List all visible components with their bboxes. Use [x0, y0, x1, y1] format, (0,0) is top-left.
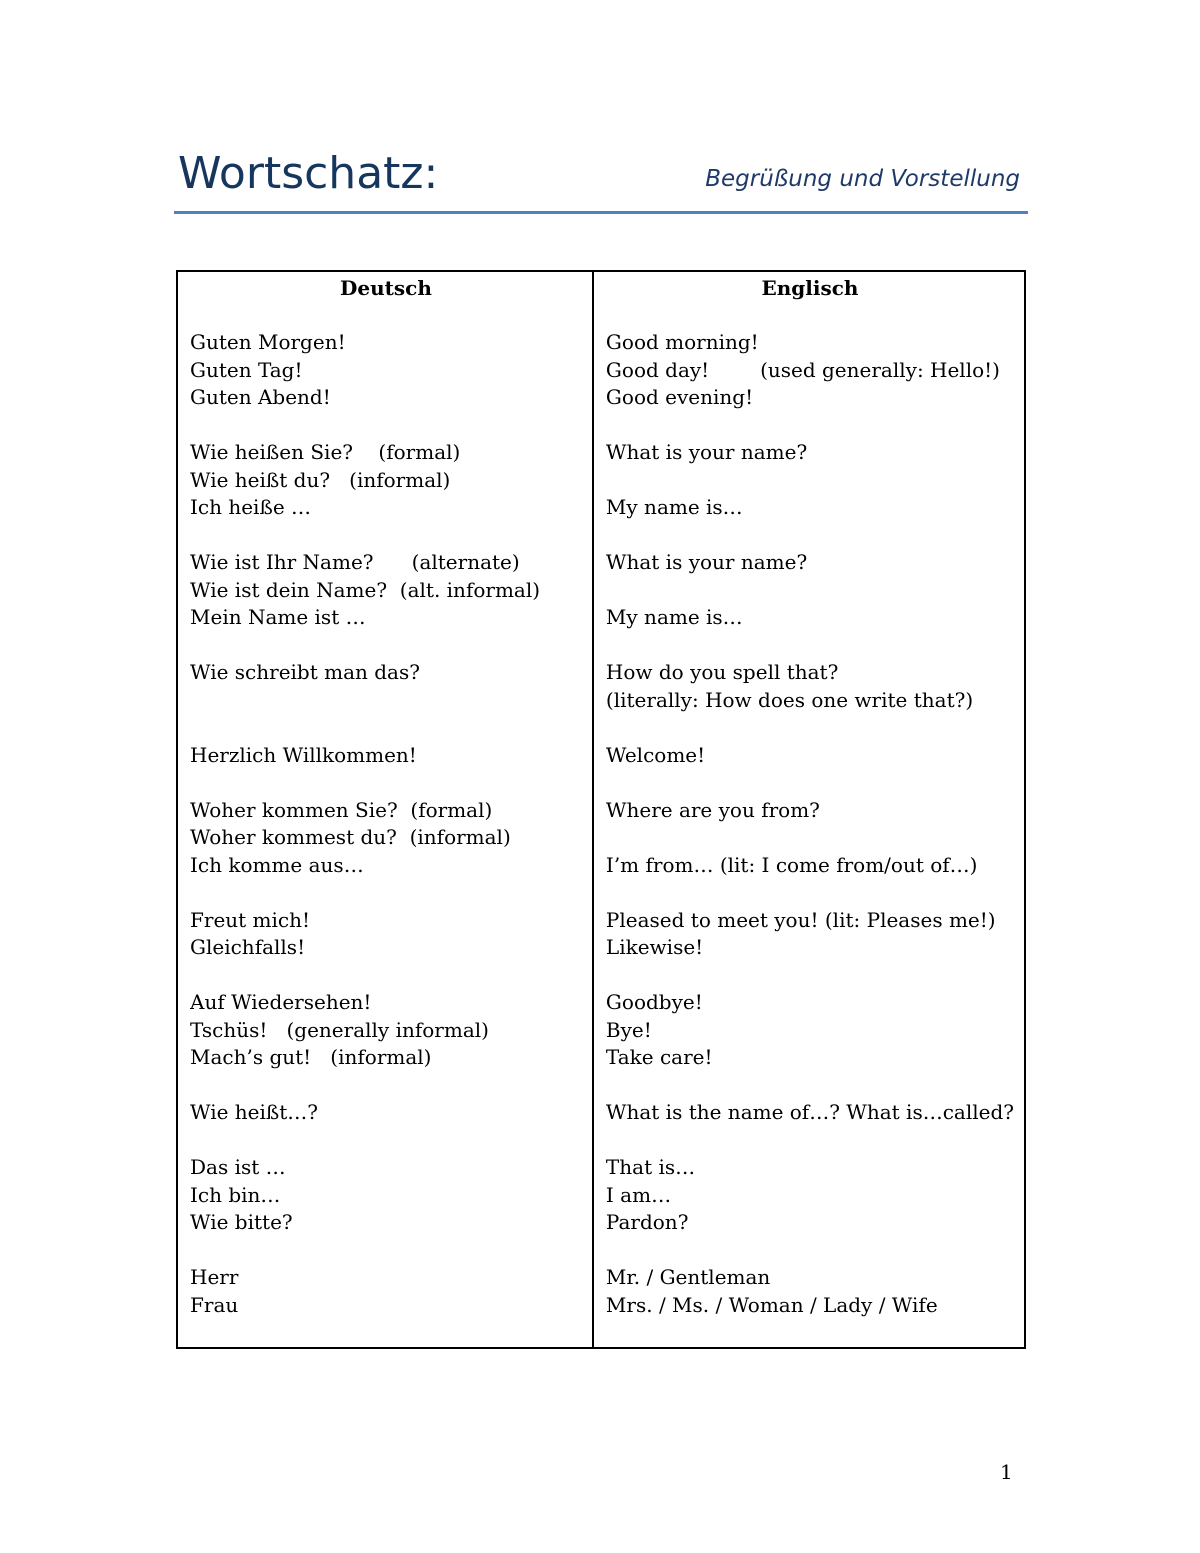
deutsch-entry-group: [190, 1154, 582, 1237]
englisch-entry-group: [606, 907, 1014, 962]
deutsch-entry-line: Wie ist dein Name? (alt. informal): [190, 577, 541, 602]
vocabulary-table: [176, 270, 1026, 1349]
englisch-entry-group: [606, 439, 1014, 522]
deutsch-entry-group: [190, 797, 582, 880]
page-header: [174, 140, 1028, 210]
englisch-entry-group: [606, 1154, 1014, 1237]
deutsch-entries: [190, 329, 582, 1319]
deutsch-entry-group: [190, 742, 582, 770]
column-heading-englisch: Englisch: [761, 276, 859, 300]
englisch-entry-line: What is the name of…? What is…called?: [605, 1100, 1014, 1124]
deutsch-entry-line: Woher kommen Sie? (formal): [190, 797, 493, 822]
englisch-entry-line: [606, 577, 1014, 605]
englisch-entry-line: Bye!: [605, 1017, 652, 1042]
deutsch-entry-line: Wie ist Ihr Name? (alternate): [190, 550, 520, 574]
page-title: Wortschatz:: [178, 148, 439, 199]
englisch-entry-line: Good morning!: [605, 330, 759, 354]
deutsch-entry-line: Freut mich!: [190, 907, 311, 932]
deutsch-entry-line: Wie bitte?: [190, 1210, 293, 1234]
deutsch-entry-line: Guten Abend!: [190, 385, 331, 409]
deutsch-entry-group: [190, 659, 582, 714]
header-divider: [174, 211, 1028, 214]
page-subtitle: Begrüßung und Vorstellung: [705, 166, 1020, 192]
deutsch-entry-line: Guten Tag!: [190, 357, 303, 382]
deutsch-entry-line: Das ist …: [190, 1155, 286, 1179]
englisch-entry-line: What is your name?: [605, 550, 808, 574]
englisch-entry-line: Good day! (used generally: Hello!): [605, 357, 1000, 382]
englisch-entry-line: My name is…: [605, 605, 743, 629]
column-deutsch: [178, 272, 592, 1347]
deutsch-entry-line: Herzlich Willkommen!: [190, 742, 417, 767]
deutsch-entry-line: Ich heiße …: [190, 495, 312, 519]
englisch-entry-group: [606, 989, 1014, 1072]
deutsch-entry-group: [190, 1099, 582, 1127]
englisch-entry-group: [606, 549, 1014, 632]
englisch-entry-line: Good evening!: [605, 385, 754, 409]
englisch-entry-group: [606, 1099, 1014, 1127]
deutsch-entry-group: [190, 329, 582, 412]
deutsch-entry-group: [190, 907, 582, 962]
englisch-entry-group: [606, 659, 1014, 714]
deutsch-entry-group: [190, 989, 582, 1072]
englisch-entry-group: [606, 797, 1014, 880]
englisch-entry-line: Goodbye!: [605, 990, 703, 1014]
deutsch-entry-line: Mein Name ist …: [190, 605, 366, 629]
deutsch-entry-group: [190, 549, 582, 632]
englisch-entry-line: Mrs. / Ms. / Woman / Lady / Wife: [605, 1292, 938, 1317]
column-englisch: [592, 272, 1024, 1347]
deutsch-entry-line: Mach’s gut! (informal): [190, 1045, 432, 1069]
englisch-entry-line: Mr. / Gentleman: [605, 1265, 771, 1289]
deutsch-entry-line: Auf Wiedersehen!: [190, 990, 372, 1014]
deutsch-entry-group: [190, 439, 582, 522]
deutsch-entry-line: Frau: [190, 1292, 239, 1317]
deutsch-entry-line: Wie schreibt man das?: [190, 660, 420, 684]
deutsch-entry-group: [190, 1264, 582, 1319]
englisch-entry-line: How do you spell that?: [605, 660, 839, 684]
englisch-entry-line: Pleased to meet you! (lit: Pleases me!): [605, 907, 996, 932]
deutsch-entry-line: Ich komme aus…: [190, 852, 364, 877]
deutsch-entry-line: Gleichfalls!: [190, 935, 306, 959]
englisch-entry-group: [606, 329, 1014, 412]
column-heading-deutsch: Deutsch: [340, 276, 432, 300]
deutsch-entry-line: Ich bin…: [190, 1182, 281, 1207]
englisch-entry-line: I am…: [605, 1182, 672, 1207]
deutsch-entry-line: Wie heißt du? (informal): [190, 467, 451, 492]
englisch-entry-line: Pardon?: [605, 1210, 689, 1234]
englisch-entry-group: [606, 742, 1014, 770]
deutsch-entry-line: [190, 687, 582, 715]
englisch-entry-line: Likewise!: [605, 935, 704, 959]
deutsch-entry-line: Woher kommest du? (informal): [190, 825, 511, 849]
englisch-entry-line: My name is…: [605, 495, 743, 519]
englisch-entry-line: [606, 824, 1014, 852]
englisch-entry-line: Take care!: [605, 1045, 713, 1069]
englisch-entry-line: [606, 467, 1014, 495]
englisch-entry-line: Where are you from?: [605, 797, 820, 822]
englisch-entry-line: That is…: [605, 1155, 696, 1179]
englisch-entry-group: [606, 1264, 1014, 1319]
deutsch-entry-line: Wie heißt…?: [190, 1100, 319, 1124]
deutsch-entry-line: Guten Morgen!: [190, 330, 346, 354]
englisch-entries: [606, 329, 1014, 1319]
page-number: 1: [1000, 1460, 1013, 1484]
englisch-entry-line: (literally: How does one write that?): [605, 687, 974, 712]
deutsch-entry-line: Tschüs! (generally informal): [190, 1017, 489, 1042]
englisch-entry-line: What is your name?: [605, 440, 808, 464]
englisch-entry-line: I’m from… (lit: I come from/out of…): [605, 852, 978, 877]
deutsch-entry-line: Wie heißen Sie? (formal): [190, 440, 461, 464]
englisch-entry-line: Welcome!: [605, 742, 706, 767]
deutsch-entry-line: Herr: [190, 1265, 239, 1289]
